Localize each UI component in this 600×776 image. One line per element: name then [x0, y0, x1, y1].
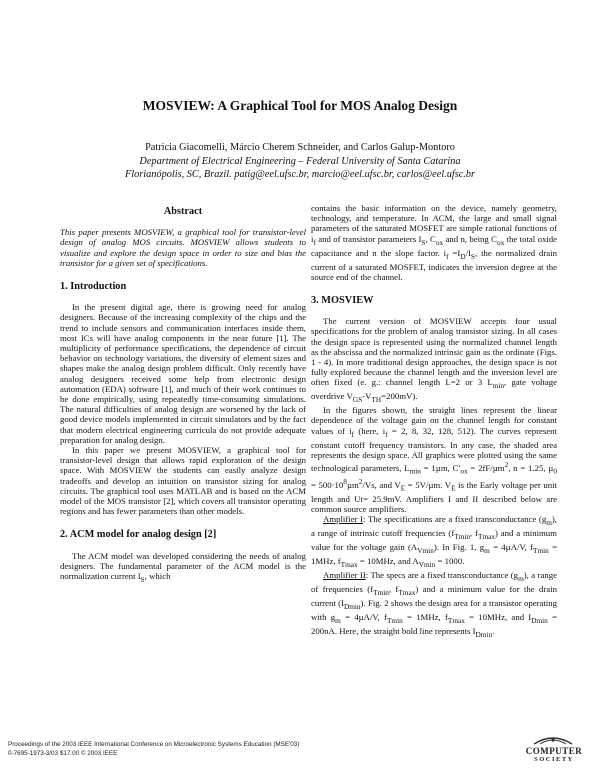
section-heading-introduction: 1. Introduction	[60, 281, 127, 293]
footer-proceedings-line: Proceedings of the 2003 IEEE International Conference on Microelectronic Systems Education (MSE'03)	[8, 741, 300, 748]
right-column	[311, 203, 557, 640]
abstract-heading: Abstract	[163, 206, 203, 217]
intro-paragraph-2: In this paper we present MOSVIEW, a graphical tool for transistor-level design that allows rapid exploration of the design space. With MOSVIEW the students can easily analyze design tradeoffs and develop an intuition on transistor sizing for analog circuits. The graphical tool uses MATLAB and is based on the ACM model of the MOS transistor [2], which covers all transistor operating regions and has fewer parameters than other models.	[60, 445, 306, 517]
footer-copyright-line: 0-7695-1973-3/03 $17.00 © 2003 IEEE	[8, 749, 118, 757]
section-heading-acm: 2. ACM model for analog design [2]	[60, 529, 217, 541]
computer-society-logo	[514, 735, 594, 765]
proceedings-footer	[8, 741, 299, 758]
intro-paragraph-1: In the present digital age, there is growing need for analog designers. Because of the increasing complexity of the chips and the trend to include sensors and communication interfaces inside them, most ICs will have analog components in the near future [1]. The multiplicity of performance specifications, the dependence of circuit behavior on technology variations, the diversity of element sizes and shapes make the analog design problem difficult. Only recently have analog designers received some help from electronic design automation (EDA) software [1], and much of their work continues to be done empirically, using repeatedly time-consuming simulations. The natural difficulties of analog design are worsened by the lack of good device models implemented in circuit simulators and by the fact that modern electrical engineering curricula do not provide adequate preparation for analog design.	[60, 302, 306, 445]
left-column	[60, 203, 306, 585]
author-affiliation: Department of Electrical Engineering – Federal University of Santa Catarina	[139, 155, 461, 167]
author-address: Florianópolis, SC, Brazil. patig@eel.ufsc.br, marcio@eel.ufsc.br, carlos@eel.ufsc.br	[124, 169, 476, 180]
acm-paragraph-1: The ACM model was developed considering the needs of analog designers. The fundamental parameter of the ACM model is the normalization current $I_S$, which	[60, 550, 306, 584]
section-heading-mosview: 3. MOSVIEW	[311, 294, 374, 306]
logo-word-computer: COMPUTER	[525, 746, 583, 756]
abstract-text: This paper presents MOSVIEW, a graphical tool for transistor-level design of analog MOS circuits. MOSVIEW allows students to visualize and explore the design space in order to size and bias the transistor for a given set of specifications.	[60, 227, 306, 268]
paper-title: MOSVIEW: A Graphical Tool for MOS Analog Design	[142, 98, 458, 113]
acm-paragraph-continued: contains the basic information on the device, namely geometry, technology, and temperature. In ACM, the large and small signal parameters of the saturated MOSFET are simple rational functions of $i_f$ and of transistor parameters $I_S$, $C_{ox}$ and n, being $C_{ox}$ the total oxide capacitance and n the slope factor. $i_f =I_D/I_S$, the normalized drain current of a saturated MOSFET, indicates the inversion degree at the source end of the channel.	[311, 203, 558, 282]
amplifier-1-paragraph: Amplifier I: The specifications are a fixed transconductance $(g_m)$, a range of intrinsic cutoff frequencies ($f_{Tmin}$, $f_{Tmax}$) and a minimum value for the voltage gain $(A_{Vmin})$. In Fig. 1, $g_m = 4\mu A/V$, $f_{Tmin} = 1MHz$, $f_{Tmax} = 10MHz$, and $A_{Vmin} = 1000$.	[311, 514, 558, 569]
mosview-paragraph-1: The current version of MOSVIEW accepts four usual specifications for the problem of analog transistor sizing. In all cases the design space is represented using the normalized channel length as the abscissa and the normalized intrinsic gain as the ordinate (Figs. 1 - 4). In more traditional design approaches, the design space is not fully explored because the channel length and the inversion level are often fixed (e. g.: channel length L=2 or 3 $L_{min}$, gate voltage overdrive $V_{GS}-V_{TH}=200mV$).	[311, 316, 557, 405]
author-block	[0, 141, 600, 182]
amplifier-2-paragraph: Amplifier II: The specs are a fixed transconductance $(g_m)$, a range of frequencies ($f_{Tmin}$, $f_{Tmax}$) and a minimum value for the drain current $(I_{Dmin})$. Fig. 2 shows the design area for a transistor operating with $g_m = 4\mu A/V$, $f_{Tmin} = 1MHz$, $f_{Tmax} = 10MHz$, and $I_{Dmin} = 200nA$. Here, the straight bold line represents $I_{Dmin}$.	[311, 569, 558, 639]
author-names: Patricia Giacomelli, Márcio Cherem Schneider, and Carlos Galup-Montoro	[145, 142, 455, 153]
mosview-paragraph-2: In the figures shown, the straight lines represent the linear dependence of the voltage gain on the channel length for constant values of $i_f$ (here, $i_f = 2$, 8, 32, 128, 512). The curves represent constant cutoff frequency transistors. In any case, the shaded area represents the design space. All graphics were plotted using the same technological parameters, $L_{min} = 1\mu m$, $C'_{ox} = 2fF/\mu m^2$, n = 1.25, $\mu_0 = 500\cdot 10^8\mu m^2/Vs$, and $V_E = 5V/\mu m$. $V_E$ is the Early voltage per unit length and Ut= 25.9mV. Amplifiers I and II described below are common source amplifiers.	[311, 405, 558, 514]
society-emblem-icon	[530, 735, 576, 745]
logo-word-society: SOCIETY	[534, 756, 574, 763]
